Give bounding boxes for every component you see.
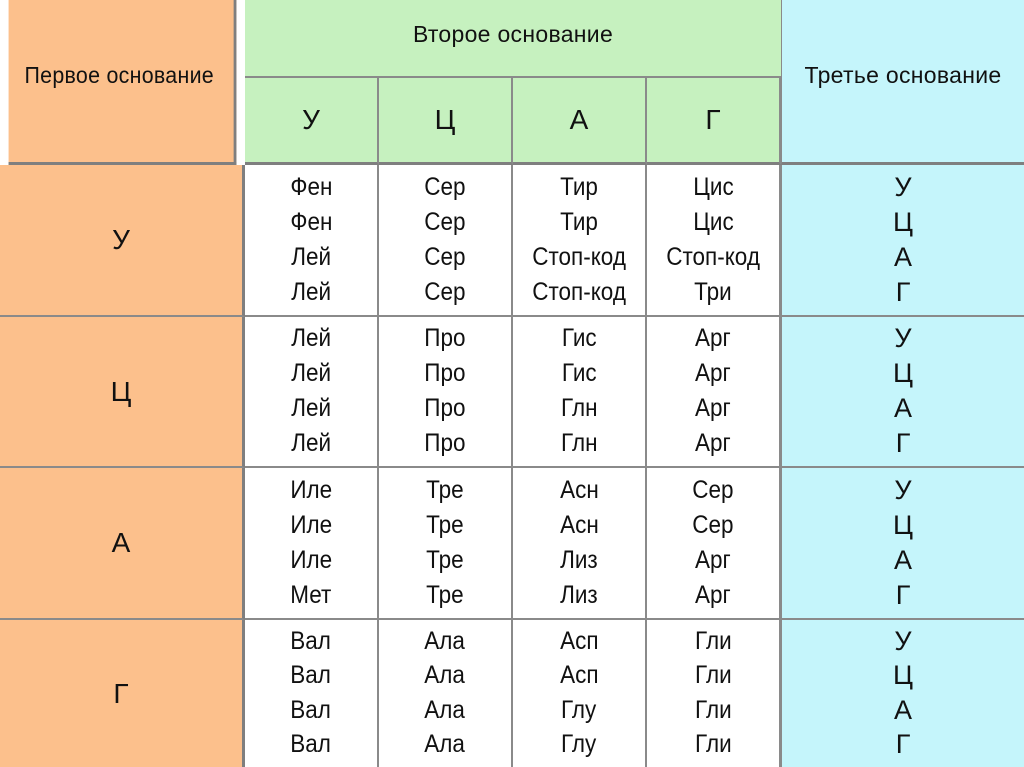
amino-acid: Мет: [290, 580, 332, 609]
third-base-cell: [781, 165, 1024, 317]
amino-acid: Лей: [291, 393, 331, 422]
second-base-column-header: У: [245, 78, 379, 165]
amino-acid: Глн: [560, 393, 598, 422]
amino-acid: Про: [424, 359, 466, 388]
amino-acid: Три: [694, 277, 732, 306]
amino-acid: Гли: [694, 729, 732, 758]
first-base-cell: [0, 620, 245, 767]
amino-acid: Лей: [291, 242, 331, 271]
amino-acid: Арг: [695, 545, 731, 574]
amino-acid: Сер: [424, 242, 466, 271]
amino-acid-cell: [245, 620, 379, 767]
amino-acid: Лей: [291, 428, 331, 457]
amino-acid: Вал: [290, 627, 332, 656]
third-base-label: Г: [895, 427, 911, 458]
amino-acid: Арг: [695, 428, 731, 457]
amino-acid: Ала: [424, 729, 466, 758]
amino-acid: Фен: [289, 207, 333, 236]
amino-acid: Тир: [560, 172, 598, 201]
third-base-label: У: [894, 171, 912, 202]
amino-acid: Гис: [561, 359, 597, 388]
amino-acid: Сер: [424, 207, 466, 236]
third-base-label: А: [893, 694, 912, 725]
amino-acid: Глу: [561, 729, 597, 758]
first-base-header: [9, 0, 237, 165]
amino-acid: Сер: [692, 510, 734, 539]
third-base-label: Ц: [893, 358, 913, 389]
third-base-label: Ц: [893, 509, 913, 540]
third-base-label: У: [894, 323, 912, 354]
first-base-label: У: [112, 224, 130, 255]
amino-acid: Сер: [692, 475, 734, 504]
third-base-cell: [781, 620, 1024, 767]
amino-acid: Тре: [426, 580, 464, 609]
amino-acid: Тре: [426, 545, 464, 574]
second-base-column-header: А: [513, 78, 647, 165]
amino-acid: Фен: [289, 172, 333, 201]
amino-acid: Арг: [695, 580, 731, 609]
amino-acid: Ала: [424, 661, 466, 690]
amino-acid: Тре: [426, 510, 464, 539]
first-base-label: Ц: [110, 375, 132, 407]
amino-acid: Иле: [290, 475, 332, 504]
amino-acid-cell: [513, 468, 647, 620]
amino-acid: Арг: [695, 324, 731, 353]
amino-acid-cell: [647, 165, 781, 317]
amino-acid: Тир: [560, 207, 598, 236]
third-base-cell: [781, 468, 1024, 620]
third-base-label: У: [894, 474, 912, 505]
amino-acid: Вал: [290, 729, 332, 758]
first-base-cell: [0, 468, 245, 620]
amino-acid: Асн: [559, 475, 599, 504]
amino-acid-cell: [647, 317, 781, 468]
amino-acid-cell: [379, 468, 513, 620]
amino-acid-cell: [379, 317, 513, 468]
amino-acid-cell: [245, 468, 379, 620]
third-base-label: Г: [895, 579, 911, 610]
amino-acid: Лей: [291, 359, 331, 388]
first-base-cell: [0, 165, 245, 317]
amino-acid: Стоп-код: [532, 242, 626, 271]
amino-acid: Глн: [560, 428, 598, 457]
amino-acid: Стоп-код: [532, 277, 626, 306]
amino-acid: Гис: [561, 324, 597, 353]
first-base-header-label: Первое основание: [24, 61, 214, 88]
amino-acid: Лиз: [560, 580, 598, 609]
amino-acid: Гли: [694, 661, 732, 690]
first-base-label: А: [111, 527, 131, 558]
amino-acid: Ала: [424, 695, 466, 724]
amino-acid-cell: [245, 317, 379, 468]
third-base-header: [781, 0, 1024, 165]
amino-acid: Арг: [695, 393, 731, 422]
first-base-label: Г: [113, 677, 129, 709]
amino-acid: Асн: [559, 510, 599, 539]
amino-acid-cell: [647, 620, 781, 767]
amino-acid: Ала: [424, 627, 466, 656]
third-base-label: А: [893, 392, 912, 423]
amino-acid: Гли: [694, 627, 732, 656]
amino-acid-cell: [647, 468, 781, 620]
third-base-header-label: Третье основание: [804, 61, 1002, 88]
amino-acid-cell: [513, 620, 647, 767]
second-base-column-header: Г: [647, 78, 781, 165]
amino-acid: Тре: [426, 475, 464, 504]
amino-acid: Лиз: [560, 545, 598, 574]
amino-acid: Иле: [290, 510, 332, 539]
second-base-header-label: Второе основание: [412, 20, 614, 47]
amino-acid: Сер: [424, 277, 466, 306]
amino-acid-cell: [379, 165, 513, 317]
amino-acid: Вал: [290, 695, 332, 724]
amino-acid: Цис: [692, 172, 734, 201]
third-base-label: А: [893, 544, 912, 575]
third-base-cell: [781, 317, 1024, 468]
first-base-cell: [0, 317, 245, 468]
amino-acid: Сер: [424, 172, 466, 201]
third-base-label: Г: [895, 276, 911, 307]
amino-acid: Глу: [561, 695, 597, 724]
amino-acid: Вал: [290, 661, 332, 690]
amino-acid: Про: [424, 393, 466, 422]
amino-acid: Арг: [695, 359, 731, 388]
third-base-label: У: [894, 626, 912, 657]
amino-acid: Про: [424, 324, 466, 353]
amino-acid: Цис: [692, 207, 734, 236]
third-base-label: Ц: [893, 660, 913, 691]
amino-acid: Лей: [291, 277, 331, 306]
amino-acid: Лей: [291, 324, 331, 353]
third-base-label: Ц: [893, 206, 913, 237]
amino-acid: Иле: [290, 545, 332, 574]
amino-acid-cell: [379, 620, 513, 767]
second-base-column-header: Ц: [379, 78, 513, 165]
amino-acid: Про: [424, 428, 466, 457]
second-base-header: [245, 0, 781, 78]
amino-acid: Асп: [559, 627, 599, 656]
third-base-label: Г: [895, 728, 911, 759]
amino-acid-cell: [513, 317, 647, 468]
amino-acid: Стоп-код: [666, 242, 760, 271]
amino-acid: Асп: [559, 661, 599, 690]
amino-acid-cell: [245, 165, 379, 317]
third-base-label: А: [893, 241, 912, 272]
amino-acid-cell: [513, 165, 647, 317]
amino-acid: Гли: [694, 695, 732, 724]
